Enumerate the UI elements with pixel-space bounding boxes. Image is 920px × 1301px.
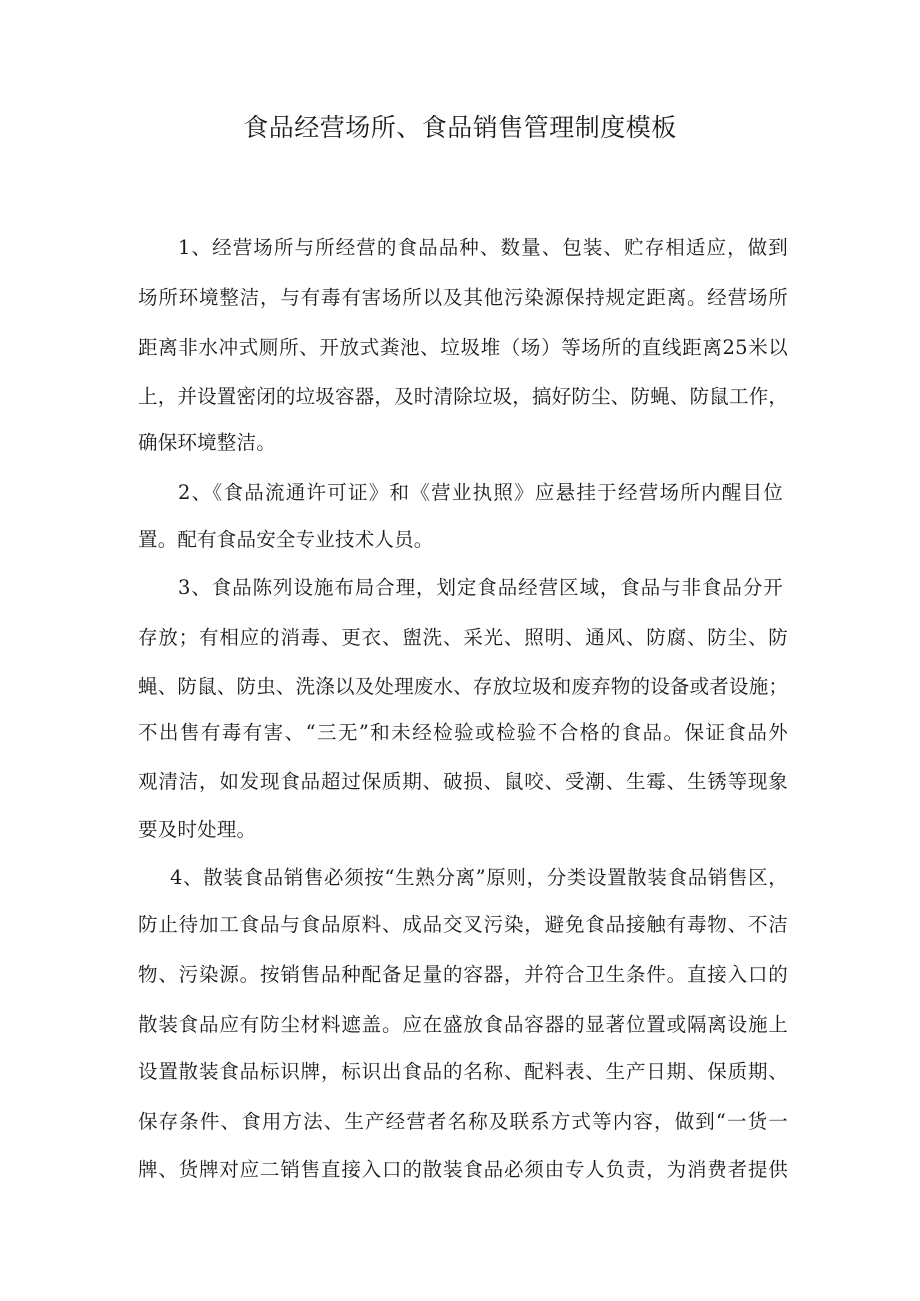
paragraph-4-line-6: 保存条件、食用方法、生产经营者名称及联系方式等内容，做到“一货一 [138,1110,788,1133]
paragraph-1-line-3: 距离非水冲式厕所、开放式粪池、垃圾堆（场）等场所的直线距离25米以 [138,336,788,359]
paragraph-4-line-1: 4、散装食品销售必须按“生熟分离”原则，分类设置散装食品销售区， [170,866,788,889]
paragraph-3-line-5: 观清洁，如发现食品超过保质期、破损、鼠咬、受潮、生霉、生锈等现象 [138,770,788,793]
paragraph-3-line-1: 3、食品陈列设施布局合理，划定食品经营区域，食品与非食品分开 [178,576,783,599]
paragraph-1-line-2: 场所环境整洁，与有毒有害场所以及其他污染源保持规定距离。经营场所 [138,286,788,309]
paragraph-4-line-2: 防止待加工食品与食品原料、成品交叉污染，避免食品接触有毒物、不洁 [138,913,788,936]
paragraph-4-line-5: 设置散装食品标识牌，标识出食品的名称、配料表、生产日期、保质期、 [138,1060,788,1083]
paragraph-1-line-5: 确保环境整洁。 [138,431,276,454]
paragraph-4-line-7: 牌、货牌对应二销售直接入口的散装食品必须由专人负责，为消费者提供 [138,1158,788,1181]
paragraph-2-line-2: 置。配有食品安全专业技术人员。 [138,528,434,551]
paragraph-3-line-2: 存放；有相应的消毒、更衣、盥洗、采光、照明、通风、防腐、防尘、防 [138,626,788,649]
paragraph-2-line-1: 2、《食品流通许可证》和《营业执照》应悬挂于经营场所内醒目位 [178,481,783,504]
paragraph-1-line-4: 上，并设置密闭的垃圾容器，及时清除垃圾，搞好防尘、防蝇、防鼠工作， [138,385,789,408]
paragraph-3-line-6: 要及时处理。 [138,818,257,841]
paragraph-1-line-1: 1、经营场所与所经营的食品品种、数量、包装、贮存相适应，做到 [178,236,788,259]
document-title: 食品经营场所、食品销售管理制度模板 [243,113,677,142]
paragraph-4-line-3: 物、污染源。按销售品种配备足量的容器，并符合卫生条件。直接入口的 [138,963,788,986]
paragraph-4-line-4: 散装食品应有防尘材料遮盖。应在盛放食品容器的显著位置或隔离设施上 [138,1013,788,1036]
paragraph-3-line-3: 蝇、防鼠、防虫、洗涤以及处理废水、存放垃圾和废弃物的设备或者设施； [138,675,789,698]
paragraph-3-line-4: 不出售有毒有害、“三无”和未经检验或检验不合格的食品。保证食品外 [138,721,788,744]
